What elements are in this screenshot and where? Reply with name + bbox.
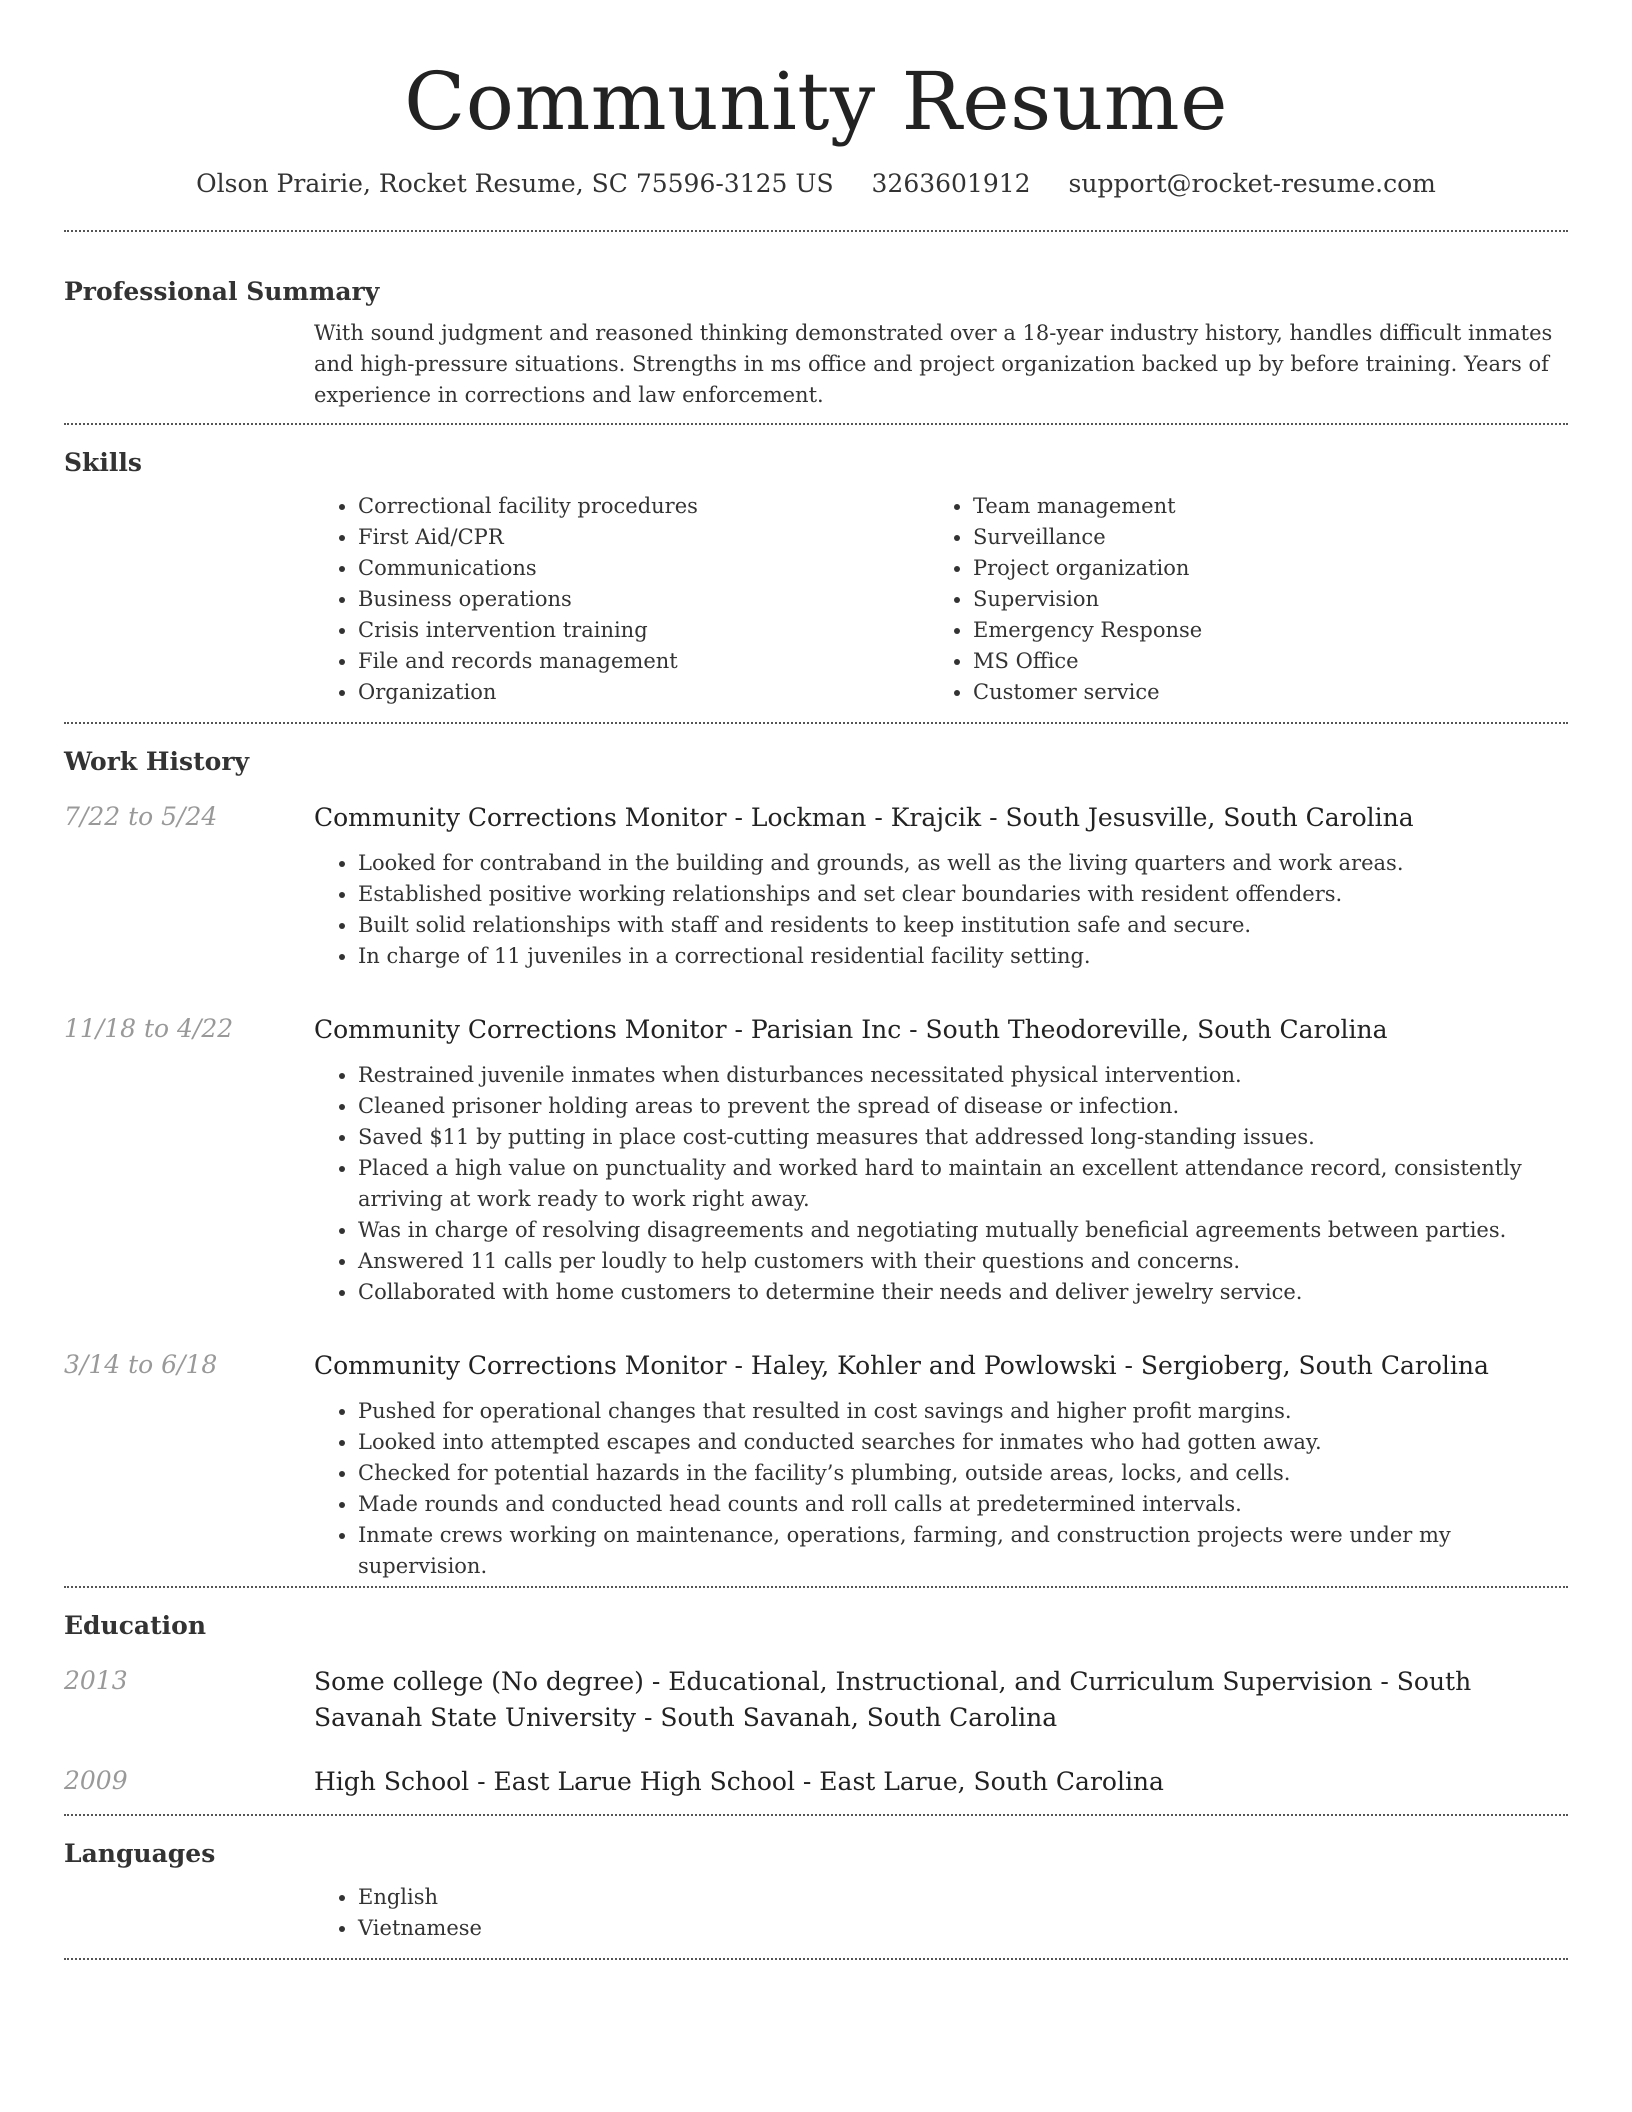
education-heading: High School - East Larue High School - East Larue, South Carolina bbox=[314, 1767, 1164, 1796]
skill-item: • Business operations bbox=[358, 584, 929, 615]
job-bullet: • Placed a high value on punctuality and worked hard to maintain an excellent attendance record, consistently arriving at work ready to work right away. bbox=[358, 1153, 1568, 1215]
skill-item: • First Aid/CPR bbox=[358, 522, 929, 553]
job-bullet: • In charge of 11 juveniles in a correctional residential facility setting. bbox=[358, 941, 1568, 972]
job-bullet: • Was in charge of resolving disagreements and negotiating mutually beneficial agreements between parties. bbox=[358, 1215, 1568, 1246]
education-section bbox=[64, 1588, 1568, 1814]
job-bullet: • Made rounds and conducted head counts and roll calls at predetermined intervals. bbox=[358, 1489, 1568, 1520]
job-entry bbox=[64, 778, 1568, 972]
job-bullets bbox=[314, 1060, 1568, 1308]
job-bullet: • Answered 11 calls per loudly to help customers with their questions and concerns. bbox=[358, 1246, 1568, 1277]
skill-item: • MS Office bbox=[973, 646, 1544, 677]
education-entry bbox=[64, 1642, 1568, 1736]
candidate-name: Community Resume bbox=[404, 55, 1228, 148]
skill-item: • Project organization bbox=[973, 553, 1544, 584]
resume-header bbox=[64, 0, 1568, 200]
section-title-languages: Languages bbox=[64, 1839, 216, 1868]
job-heading: Community Corrections Monitor - Parisian Inc - South Theodoreville, South Carolina bbox=[314, 1015, 1388, 1044]
skills-section bbox=[64, 425, 1568, 722]
summary-text: With sound judgment and reasoned thinking demonstrated over a 18-year industry history, handles difficult inmates and high-pressure situations. Strengths in ms office and project organization backed up by before training. Years of experience in corrections and law enforcement. bbox=[314, 321, 1553, 407]
divider bbox=[64, 1958, 1568, 1960]
skill-item: • Team management bbox=[973, 491, 1544, 522]
education-entry bbox=[64, 1736, 1568, 1814]
job-bullets bbox=[314, 848, 1568, 972]
job-dates: 7/22 to 5/24 bbox=[64, 802, 218, 831]
languages-list bbox=[314, 1882, 1568, 1944]
section-title-summary: Professional Summary bbox=[64, 277, 380, 306]
summary-section bbox=[64, 232, 1568, 423]
job-bullet: • Cleaned prisoner holding areas to prevent the spread of disease or infection. bbox=[358, 1091, 1568, 1122]
languages-section bbox=[64, 1816, 1568, 1958]
job-bullet: • Established positive working relationships and set clear boundaries with resident offenders. bbox=[358, 879, 1568, 910]
job-bullet: • Saved $11 by putting in place cost-cutting measures that addressed long-standing issues. bbox=[358, 1122, 1568, 1153]
job-entry bbox=[64, 972, 1568, 1308]
section-title-work: Work History bbox=[64, 747, 250, 776]
skill-item: • Customer service bbox=[973, 677, 1544, 708]
skills-columns bbox=[314, 479, 1568, 722]
job-bullet: • Looked into attempted escapes and conducted searches for inmates who had gotten away. bbox=[358, 1427, 1568, 1458]
section-title-education: Education bbox=[64, 1611, 207, 1640]
job-heading: Community Corrections Monitor - Lockman - Krajcik - South Jesusville, South Carolina bbox=[314, 803, 1414, 832]
skill-item: • File and records management bbox=[358, 646, 929, 677]
work-history-section bbox=[64, 724, 1568, 1582]
job-bullet: • Built solid relationships with staff and residents to keep institution safe and secure. bbox=[358, 910, 1568, 941]
education-year: 2013 bbox=[64, 1666, 128, 1695]
language-item: • English bbox=[358, 1882, 1568, 1913]
job-bullet: • Looked for contraband in the building and grounds, as well as the living quarters and work areas. bbox=[358, 848, 1568, 879]
job-bullet: • Pushed for operational changes that resulted in cost savings and higher profit margins. bbox=[358, 1396, 1568, 1427]
job-bullets bbox=[314, 1396, 1568, 1582]
job-bullet: • Checked for potential hazards in the facility’s plumbing, outside areas, locks, and cells. bbox=[358, 1458, 1568, 1489]
job-entry bbox=[64, 1308, 1568, 1582]
skills-list-right bbox=[929, 491, 1544, 708]
contact-address: Olson Prairie, Rocket Resume, SC 75596-3125 US bbox=[196, 169, 834, 198]
skills-list-left bbox=[314, 491, 929, 708]
contact-phone: 3263601912 bbox=[871, 169, 1031, 198]
contact-email: support@rocket-resume.com bbox=[1068, 169, 1436, 198]
skill-item: • Supervision bbox=[973, 584, 1544, 615]
job-dates: 3/14 to 6/18 bbox=[64, 1350, 218, 1379]
education-heading: Some college (No degree) - Educational, Instructional, and Curriculum Supervision - South Savanah State University - South Savanah, South Carolina bbox=[314, 1667, 1472, 1732]
job-bullet: • Collaborated with home customers to determine their needs and deliver jewelry service. bbox=[358, 1277, 1568, 1308]
skill-item: • Emergency Response bbox=[973, 615, 1544, 646]
skill-item: • Correctional facility procedures bbox=[358, 491, 929, 522]
job-heading: Community Corrections Monitor - Haley, Kohler and Powlowski - Sergioberg, South Carolina bbox=[314, 1351, 1489, 1380]
job-dates: 11/18 to 4/22 bbox=[64, 1014, 234, 1043]
education-year: 2009 bbox=[64, 1766, 128, 1795]
skill-item: • Surveillance bbox=[973, 522, 1544, 553]
job-bullet: • Restrained juvenile inmates when disturbances necessitated physical intervention. bbox=[358, 1060, 1568, 1091]
contact-line bbox=[64, 168, 1568, 200]
section-title-skills: Skills bbox=[64, 448, 142, 477]
skill-item: • Organization bbox=[358, 677, 929, 708]
job-bullet: • Inmate crews working on maintenance, operations, farming, and construction projects were under my supervision. bbox=[358, 1520, 1568, 1582]
skill-item: • Communications bbox=[358, 553, 929, 584]
skill-item: • Crisis intervention training bbox=[358, 615, 929, 646]
language-item: • Vietnamese bbox=[358, 1913, 1568, 1944]
